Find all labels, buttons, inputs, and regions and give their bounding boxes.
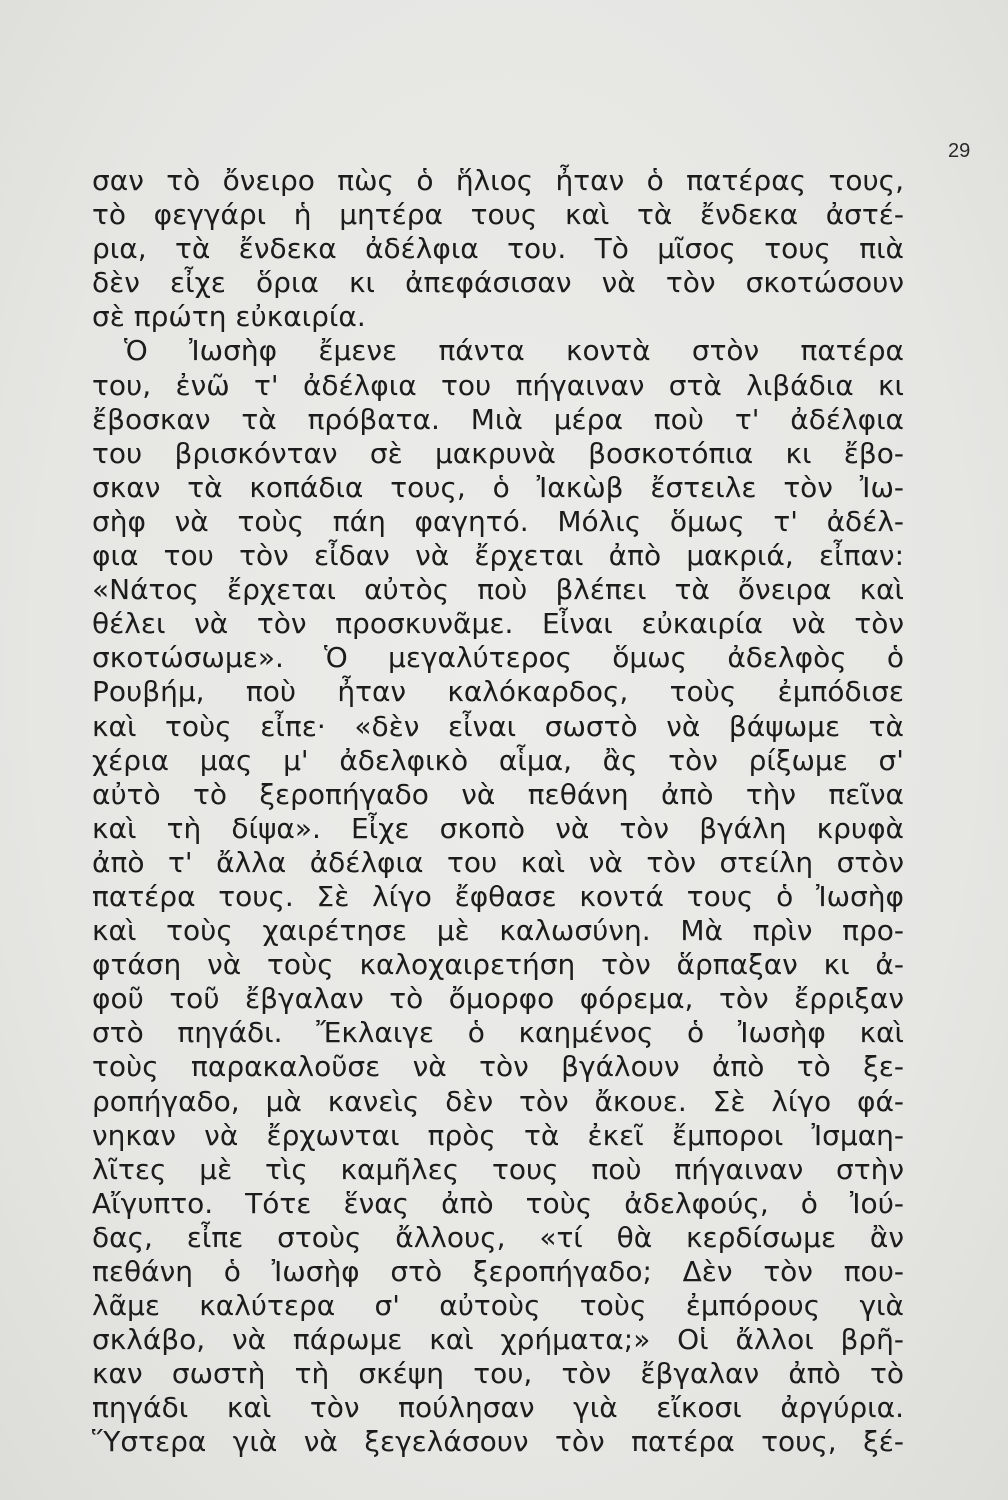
text-line: δὲν εἶχε ὅρια κι ἀπεφάσισαν νὰ τὸν σκοτώσουν bbox=[92, 266, 904, 300]
text-line: λῖτες μὲ τὶς καμῆλες τους ποὺ πήγαιναν στὴν bbox=[92, 1152, 904, 1186]
text-line: τοὺς παρακαλοῦσε νὰ τὸν βγάλουν ἀπὸ τὸ ξε- bbox=[92, 1050, 904, 1084]
text-line: καὶ τὴ δίψα». Εἶχε σκοπὸ νὰ τὸν βγάλη κρυφὰ bbox=[92, 811, 904, 845]
text-line: λᾶμε καλύτερα σ' αὐτοὺς τοὺς ἐμπόρους γιὰ bbox=[92, 1289, 904, 1323]
page-number: 29 bbox=[948, 140, 971, 162]
text-line: στὸ πηγάδι. Ἔκλαιγε ὁ καημένος ὁ Ἰωσὴφ καὶ bbox=[92, 1016, 904, 1050]
text-line: ρια, τὰ ἔνδεκα ἀδέλφια του. Τὸ μῖσος τους πιὰ bbox=[92, 232, 904, 266]
text-line: ροπήγαδο, μὰ κανεὶς δὲν τὸν ἄκουε. Σὲ λίγο φά- bbox=[92, 1084, 904, 1118]
text-line: καν σωστὴ τὴ σκέψη του, τὸν ἔβγαλαν ἀπὸ τὸ bbox=[92, 1357, 904, 1391]
text-line: πεθάνη ὁ Ἰωσὴφ στὸ ξεροπήγαδο; Δὲν τὸν που- bbox=[92, 1255, 904, 1288]
text-line: φτάση νὰ τοὺς καλοχαιρετήση τὸν ἅρπαξαν κι ἀ- bbox=[92, 948, 904, 982]
text-line: Ρουβήμ, ποὺ ἦταν καλόκαρδος, τοὺς ἐμπόδισε bbox=[92, 675, 904, 709]
text-line: Αἴγυπτο. Τότε ἕνας ἀπὸ τοὺς ἀδελφούς, ὁ Ἰού- bbox=[92, 1186, 904, 1220]
text-line: θέλει νὰ τὸν προσκυνᾶμε. Εἶναι εὐκαιρία νὰ τὸν bbox=[92, 607, 904, 641]
text-line: δας, εἶπε στοὺς ἄλλους, «τί θὰ κερδίσωμε ἂν bbox=[92, 1220, 904, 1254]
text-line: φοῦ τοῦ ἔβγαλαν τὸ ὄμορφο φόρεμα, τὸν ἔρριξαν bbox=[92, 982, 904, 1016]
text-line: Ὁ Ἰωσὴφ ἔμενε πάντα κοντὰ στὸν πατέρα bbox=[124, 334, 904, 368]
text-line: ἔβοσκαν τὰ πρόβατα. Μιὰ μέρα ποὺ τ' ἀδέλφια bbox=[92, 402, 904, 436]
text-line: φια του τὸν εἶδαν νὰ ἔρχεται ἀπὸ μακριά, εἶπαν: bbox=[92, 539, 904, 573]
text-line: του, ἐνῶ τ' ἀδέλφια του πήγαιναν στὰ λιβάδια κι bbox=[92, 368, 904, 402]
text-line: του βρισκόνταν σὲ μακρυνὰ βοσκοτόπια κι ἔβο- bbox=[92, 436, 904, 470]
text-line: ἀπὸ τ' ἄλλα ἀδέλφια του καὶ νὰ τὸν στείλη στὸν bbox=[92, 845, 904, 879]
text-line: πατέρα τους. Σὲ λίγο ἔφθασε κοντά τους ὁ Ἰωσὴφ bbox=[92, 879, 904, 913]
text-line: Ὕστερα γιὰ νὰ ξεγελάσουν τὸν πατέρα τους, ξέ- bbox=[92, 1425, 904, 1459]
text-line: πηγάδι καὶ τὸν πούλησαν γιὰ εἴκοσι ἀργύρια. bbox=[92, 1391, 904, 1425]
text-line: σκοτώσωμε». Ὁ μεγαλύτερος ὅμως ἀδελφὸς ὁ bbox=[92, 641, 904, 675]
text-line: «Νάτος ἔρχεται αὐτὸς ποὺ βλέπει τὰ ὄνειρα καὶ bbox=[92, 573, 904, 607]
text-line: σὲ πρώτη εὐκαιρία. bbox=[92, 300, 366, 334]
text-line: αὐτὸ τὸ ξεροπήγαδο νὰ πεθάνη ἀπὸ τὴν πεῖνα bbox=[92, 777, 904, 811]
text-line: καὶ τοὺς χαιρέτησε μὲ καλωσύνη. Μὰ πρὶν προ- bbox=[92, 914, 904, 948]
text-line: χέρια μας μ' ἀδελφικὸ αἷμα, ἂς τὸν ρίξωμε σ' bbox=[92, 743, 904, 777]
text-line: τὸ φεγγάρι ἡ μητέρα τους καὶ τὰ ἔνδεκα ἀστέ- bbox=[92, 198, 904, 232]
body-text bbox=[92, 164, 904, 1460]
text-line: σκλάβο, νὰ πάρωμε καὶ χρήματα;» Οἱ ἄλλοι βρῆ- bbox=[92, 1323, 904, 1357]
text-line: νηκαν νὰ ἔρχωνται πρὸς τὰ ἐκεῖ ἔμποροι Ἰσμαη- bbox=[92, 1118, 904, 1152]
text-line: καὶ τοὺς εἶπε· «δὲν εἶναι σωστὸ νὰ βάψωμε τὰ bbox=[92, 709, 904, 743]
text-line: σαν τὸ ὄνειρο πὼς ὁ ἥλιος ἦταν ὁ πατέρας τους, bbox=[92, 164, 904, 197]
text-line: σὴφ νὰ τοὺς πάη φαγητό. Μόλις ὅμως τ' ἀδέλ- bbox=[92, 504, 904, 538]
text-line: σκαν τὰ κοπάδια τους, ὁ Ἰακὼβ ἔστειλε τὸν Ἰω- bbox=[92, 470, 904, 504]
